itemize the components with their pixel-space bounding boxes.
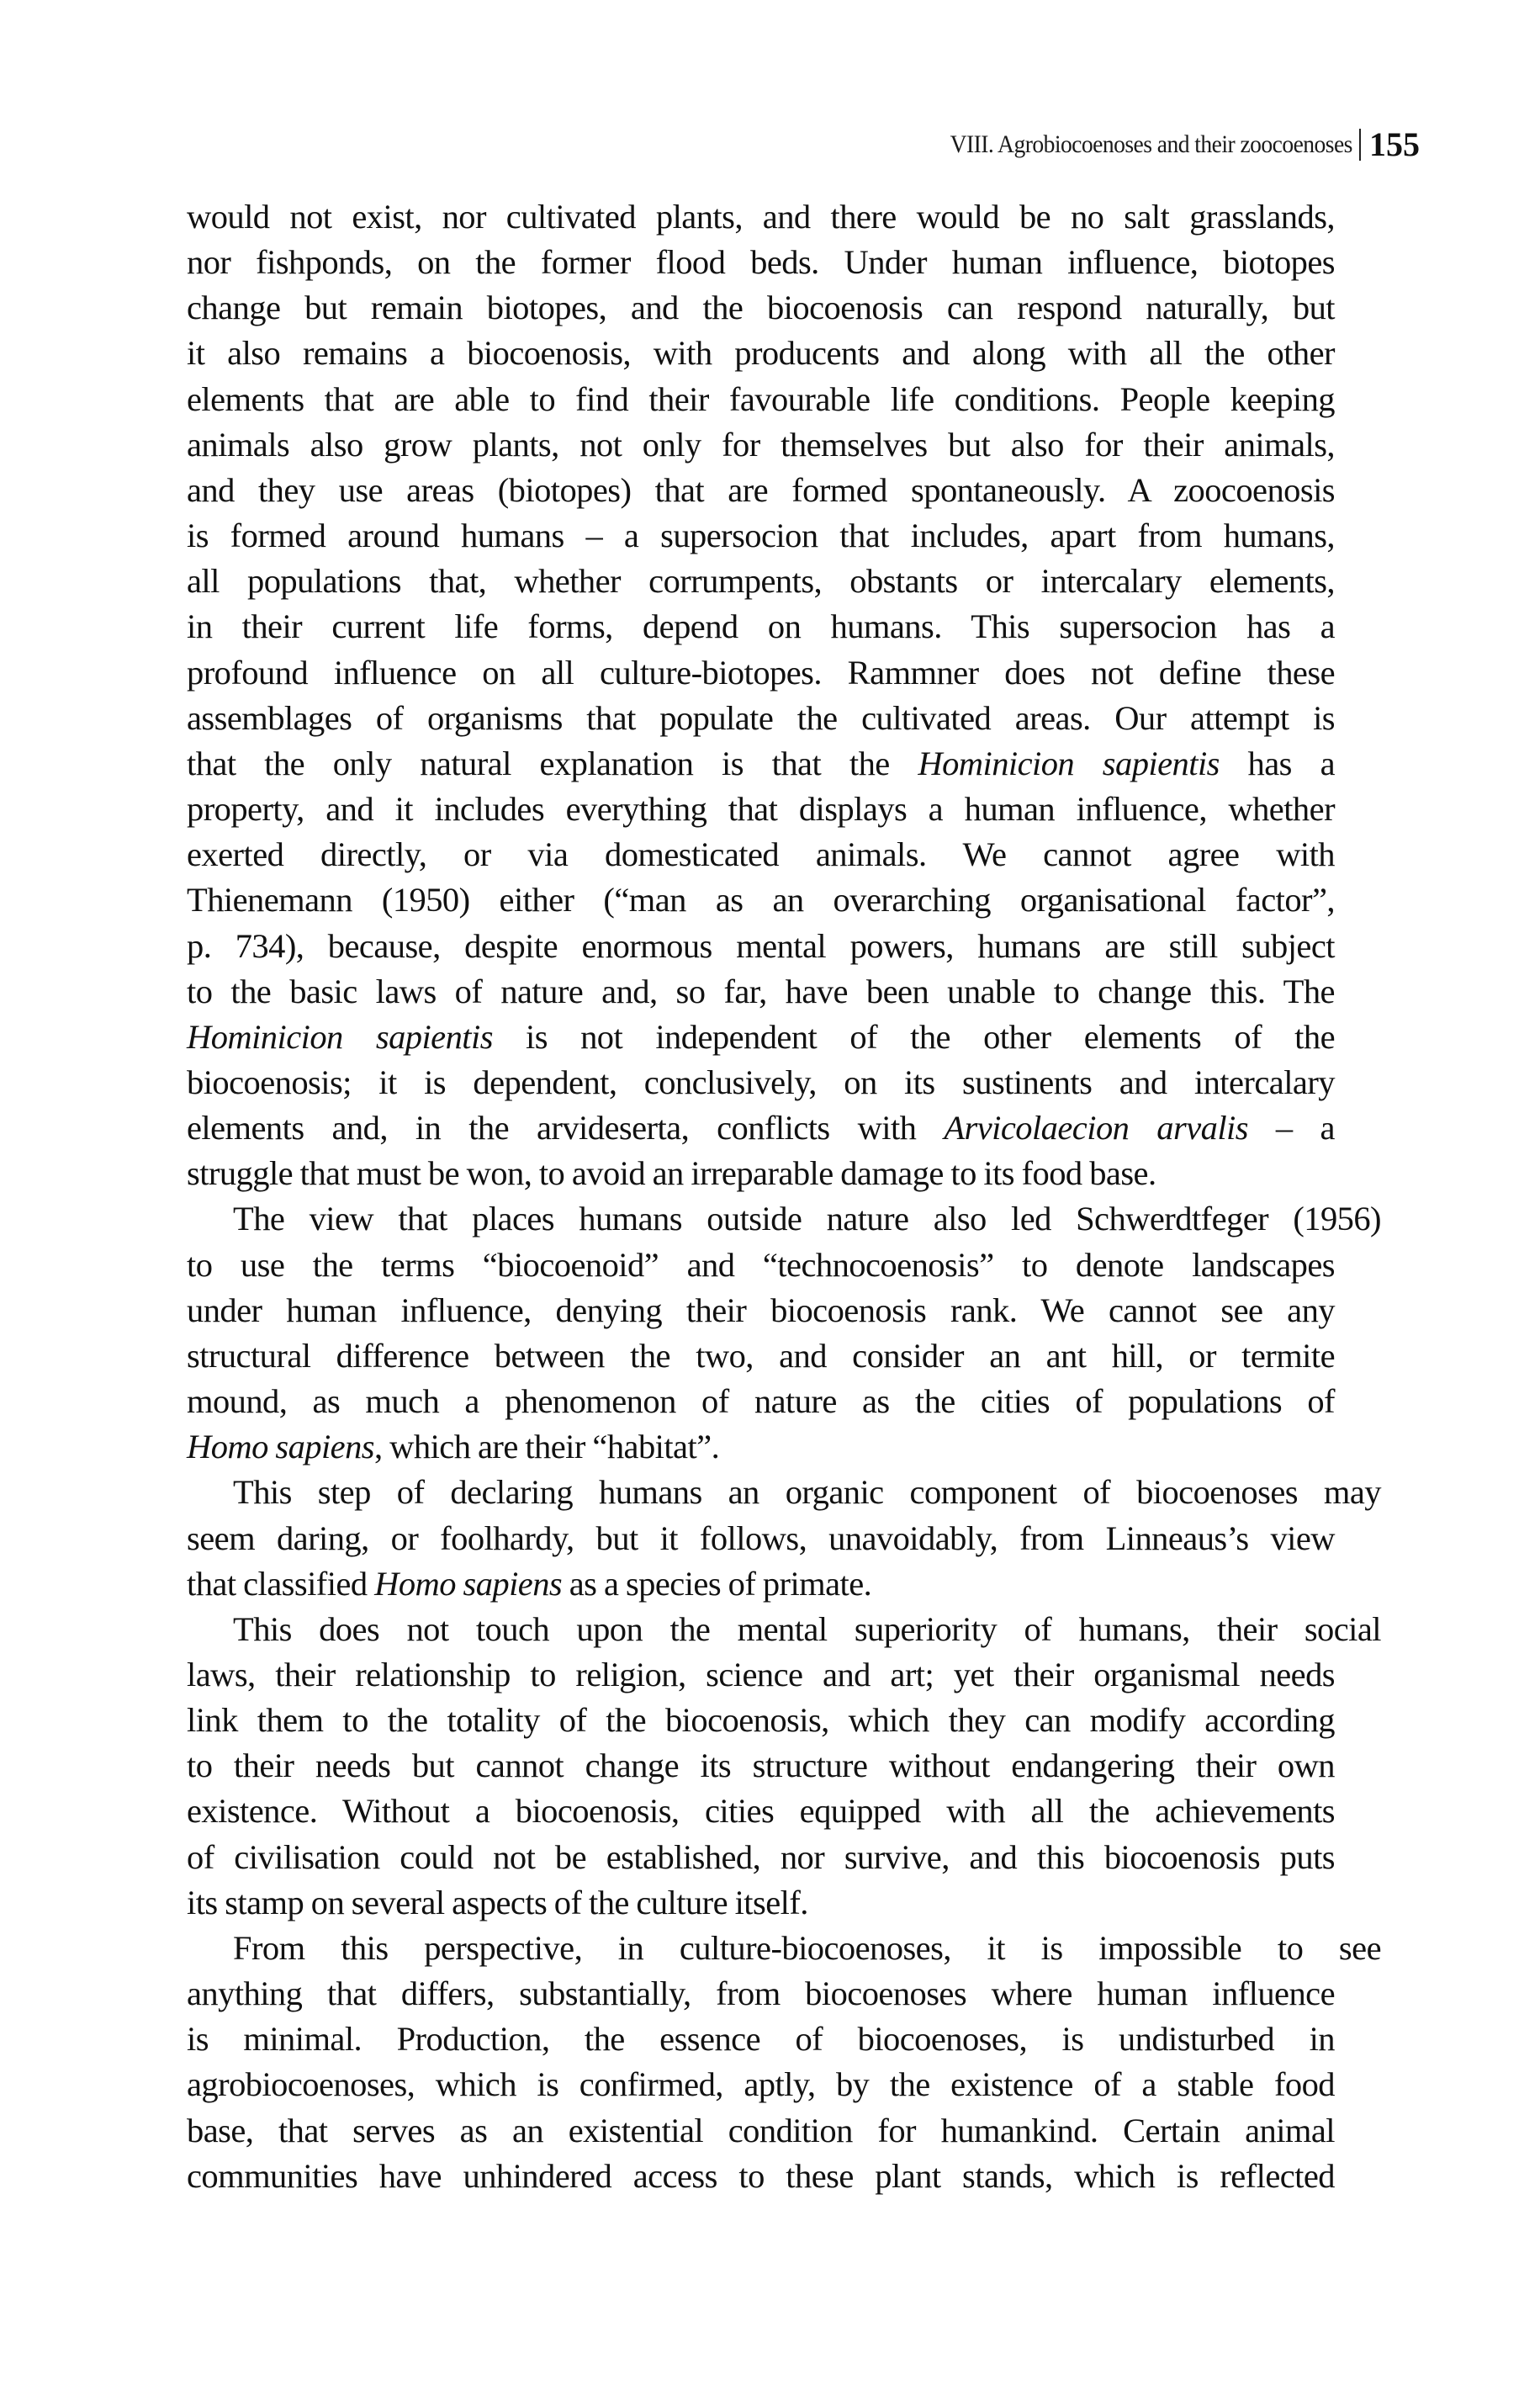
text-line (187, 1060, 1335, 1105)
text-line (187, 331, 1335, 376)
text-run: in their current life forms, depend on humans. This supersocion has a (187, 607, 1335, 646)
text-run: , which are their “habitat”. (374, 1428, 720, 1466)
text-run: This step of declaring humans an organic component of biocoenoses may (233, 1473, 1381, 1512)
text-line (187, 377, 1335, 422)
text-line (187, 285, 1335, 331)
text-line (187, 1835, 1335, 1880)
text-run: biocoenosis; it is dependent, conclusively, on its sustinents and intercalary (187, 1063, 1335, 1101)
text-line (187, 650, 1335, 696)
text-line (187, 832, 1335, 877)
paragraph (187, 194, 1335, 1196)
text-line (187, 2062, 1335, 2107)
text-run: animals also grow plants, not only for themselves but also for their animals, (187, 425, 1335, 464)
text-run: seem daring, or foolhardy, but it follows, unavoidably, from Linneaus’s view (187, 1518, 1335, 1557)
paragraph (187, 1470, 1381, 1606)
text-run: all populations that, whether corrumpents, obstants or intercalary elements, (187, 562, 1335, 601)
text-run: is not independent of the other elements of the (492, 1017, 1335, 1056)
text-line (187, 877, 1335, 923)
italic-term: Homo sapiens (374, 1564, 563, 1603)
text-line (187, 1243, 1335, 1288)
text-line (187, 1743, 1335, 1789)
text-line (187, 559, 1335, 604)
text-run: that the only natural explanation is that the (187, 744, 918, 782)
chapter-title: VIII. Agrobiocoenoses and their zoocoenoses (950, 130, 1352, 158)
paragraph (187, 1926, 1381, 2199)
running-header (915, 125, 1420, 164)
text-run: would not exist, nor cultivated plants, and there would be no salt grasslands, (187, 198, 1335, 236)
text-line (187, 422, 1335, 468)
paragraph (187, 1607, 1381, 1926)
text-run: to their needs but cannot change its structure without endangering their own (187, 1746, 1335, 1785)
text-line (187, 1424, 1335, 1470)
text-run: is minimal. Production, the essence of biocoenoses, is undisturbed in (187, 2020, 1335, 2059)
text-line (187, 1971, 1335, 2017)
text-run: – a (1247, 1109, 1335, 1147)
text-line (187, 1151, 1335, 1196)
text-line (187, 1470, 1381, 1515)
text-line (187, 2108, 1335, 2154)
text-run: Thienemann (1950) either (“man as an overarching organisational factor”, (187, 881, 1335, 920)
text-line (187, 1789, 1335, 1834)
text-run: and they use areas (biotopes) that are formed spontaneously. A zoocoenosis (187, 470, 1335, 509)
text-line (187, 924, 1335, 969)
text-line (187, 1333, 1335, 1379)
text-run: communities have unhindered access to these plant stands, which is reflected (187, 2156, 1335, 2195)
text-line (187, 194, 1335, 240)
text-run: elements and, in the arvideserta, conflicts with (187, 1109, 945, 1147)
italic-term: Homo sapiens (187, 1428, 375, 1466)
text-run: From this perspective, in culture-biocoenoses, it is impossible to see (233, 1928, 1381, 1967)
text-run: its stamp on several aspects of the culture itself. (187, 1883, 808, 1921)
text-run: anything that differs, substantially, from biocoenoses where human influence (187, 1974, 1335, 2013)
text-line (187, 604, 1335, 649)
paragraph (187, 1196, 1381, 1470)
body-text (187, 194, 1381, 2199)
text-line (187, 1379, 1335, 1424)
text-line (187, 1516, 1335, 1561)
text-line (187, 1105, 1335, 1151)
text-run: it also remains a biocoenosis, with producents and along with all the other (187, 334, 1335, 373)
text-line (187, 787, 1335, 832)
text-run: laws, their relationship to religion, science and art; yet their organismal needs (187, 1656, 1335, 1693)
italic-term: Hominicion sapientis (187, 1017, 493, 1056)
text-line (187, 696, 1335, 741)
text-run: This does not touch upon the mental superiority of humans, their social (233, 1609, 1381, 1648)
text-run: mound, as much a phenomenon of nature as the cities of populations of (187, 1382, 1335, 1421)
text-line (187, 1880, 1335, 1926)
text-run: The view that places humans outside nature also led Schwerdtfeger (1956) (233, 1200, 1381, 1238)
text-line (187, 1698, 1335, 1743)
text-run: existence. Without a biocoenosis, cities equipped with all the achievements (187, 1792, 1335, 1831)
italic-term: Hominicion sapientis (918, 744, 1220, 782)
text-run: assemblages of organisms that populate the cultivated areas. Our attempt is (187, 698, 1335, 737)
text-line (187, 1607, 1381, 1652)
text-run: is formed around humans – a supersocion that includes, apart from humans, (187, 517, 1335, 555)
text-run: nor fishponds, on the former flood beds. Under human influence, biotopes (187, 243, 1335, 282)
text-run: structural difference between the two, and consider an ant hill, or termite (187, 1336, 1335, 1375)
text-line (187, 1015, 1335, 1060)
text-line (187, 2017, 1335, 2062)
text-line (187, 2154, 1335, 2199)
text-run: as a species of primate. (562, 1564, 872, 1603)
text-run: exerted directly, or via domesticated animals. We cannot agree with (187, 835, 1335, 874)
text-run: p. 734), because, despite enormous mental powers, humans are still subject (187, 926, 1335, 965)
text-run: property, and it includes everything that displays a human influence, whether (187, 790, 1335, 829)
text-run: to the basic laws of nature and, so far, have been unable to change this. The (187, 972, 1335, 1010)
text-line (187, 240, 1335, 285)
page-number: 155 (1369, 125, 1420, 163)
text-line (187, 513, 1335, 559)
text-line (187, 1561, 1335, 1607)
text-line (187, 468, 1335, 513)
header-divider (1359, 129, 1361, 161)
text-run: link them to the totality of the biocoenosis, which they can modify according (187, 1701, 1335, 1740)
text-line (187, 741, 1335, 787)
text-run: of civilisation could not be established, nor survive, and this biocoenosis puts (187, 1837, 1335, 1876)
text-line (187, 1196, 1381, 1242)
text-run: agrobiocoenoses, which is confirmed, aptly, by the existence of a stable food (187, 2065, 1335, 2104)
text-line (187, 1926, 1381, 1971)
text-run: under human influence, denying their biocoenosis rank. We cannot see any (187, 1291, 1335, 1329)
text-run: profound influence on all culture-biotopes. Rammner does not define these (187, 653, 1335, 692)
text-line (187, 1652, 1335, 1698)
text-line (187, 969, 1335, 1015)
text-line (187, 1288, 1335, 1333)
text-run: to use the terms “biocoenoid” and “technocoenosis” to denote landscapes (187, 1245, 1335, 1284)
text-run: elements that are able to find their favourable life conditions. People keeping (187, 379, 1335, 418)
italic-term: Arvicolaecion arvalis (944, 1109, 1248, 1147)
text-run: that classified (187, 1564, 375, 1603)
text-run: change but remain biotopes, and the biocoenosis can respond naturally, but (187, 289, 1335, 327)
text-run: base, that serves as an existential condition for humankind. Certain animal (187, 2111, 1335, 2149)
text-run: has a (1219, 744, 1335, 782)
text-run: struggle that must be won, to avoid an irreparable damage to its food base. (187, 1154, 1156, 1193)
